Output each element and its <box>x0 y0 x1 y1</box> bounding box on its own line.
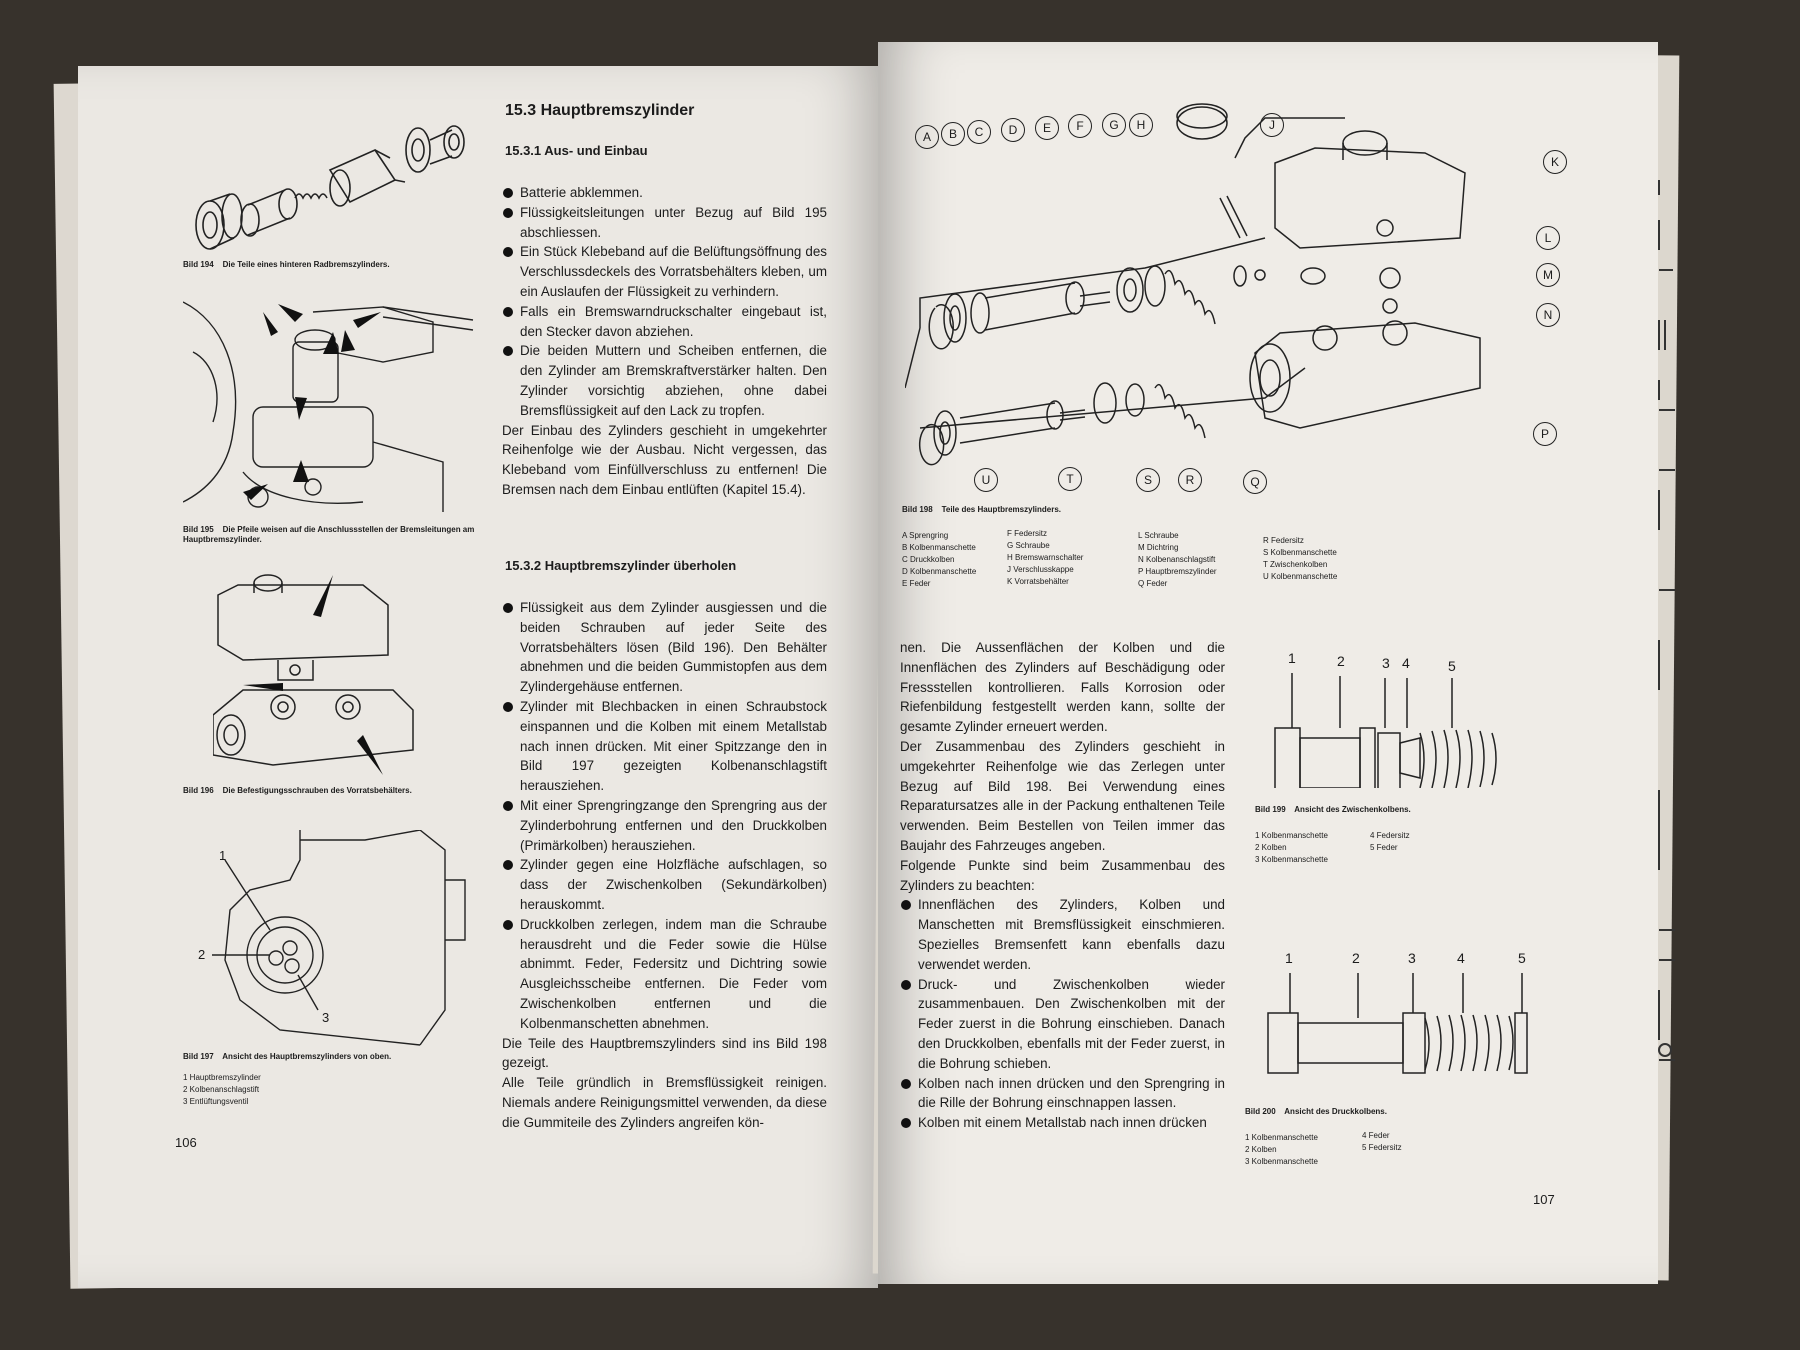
bullet-item: Ein Stück Klebeband auf die Belüftungsöffnung des Verschlussdeckels des Vorratsbehälters kleben, um ein Auslaufen der Flüssigkeit zu verhindern. <box>502 242 827 301</box>
callout-letter: N <box>1536 303 1560 327</box>
callout-letter: K <box>1543 150 1567 174</box>
bullet-item: Druckkolben zerlegen, indem man die Schraube herausdreht und die Feder sowie die Hülse abnimmt. Feder, Federsitz und Dichtring sowie Ausgleichsscheibe entfernen. Die Feder vom Zwischenkolben entfernen und die Kolbenmanschetten abnehmen. <box>502 915 827 1034</box>
legend-item: H Bremswarnschalter <box>1007 553 1084 562</box>
callout-letter: E <box>1035 116 1059 140</box>
legend-item: N Kolbenanschlagstift <box>1138 555 1216 564</box>
paragraph: Folgende Punkte sind beim Zusammenbau des Zylinders zu beachten: <box>900 857 1225 893</box>
figure-200-legend-col-2 <box>1362 1130 1402 1154</box>
figure-199-legend-col-2 <box>1370 830 1410 854</box>
legend-item: B Kolbenmanschette <box>902 543 976 552</box>
figure-198-caption-text: Teile des Hauptbremszylinders. <box>941 505 1062 514</box>
figure-196-caption-text: Die Befestigungsschrauben des Vorratsbehälters. <box>222 786 412 795</box>
bullet-item: Kolben mit einem Metallstab nach innen drücken <box>900 1113 1225 1133</box>
paragraph: Der Zusammenbau des Zylinders geschieht in umgekehrter Reihenfolge wie das Zerlegen unter Bezug auf Bild 198. Bei Verwendung eines Reparatursatzes alle in der Packung enthaltenen Teile verwenden. Beim Bestellen von Teilen immer das Baujahr des Fahrzeuges angeben. <box>900 738 1225 853</box>
legend-item: E Feder <box>902 579 931 588</box>
figure-197-callout-1: 1 <box>219 848 227 863</box>
legend-item: S Kolbenmanschette <box>1263 548 1337 557</box>
bullet-item: Innenflächen des Zylinders, Kolben und Manschetten mit Bremsflüssigkeit einschmieren. Spezielles Bremsenfett kann ebenfalls dazu verwendet werden. <box>900 895 1225 974</box>
subsection-1-title: 15.3.1 Aus- und Einbau <box>505 143 648 158</box>
figure-199-callout: 4 <box>1402 655 1410 671</box>
figure-200-callout: 3 <box>1408 950 1416 966</box>
legend-item: 2 Kolben <box>1255 843 1287 852</box>
legend-item: 1 Hauptbremszylinder <box>183 1073 261 1082</box>
bullet-item: Batterie abklemmen. <box>502 183 827 203</box>
figure-198-legend-col-4 <box>1263 535 1337 583</box>
legend-item: 4 Feder <box>1362 1131 1390 1140</box>
subsection-2-text <box>502 598 827 1133</box>
callout-letter: T <box>1058 467 1082 491</box>
figure-200-caption <box>1245 1107 1387 1116</box>
figure-199-caption <box>1255 805 1411 814</box>
figure-194-wheel-cylinder-parts <box>190 110 480 260</box>
figure-197-caption-text: Ansicht des Hauptbremszylinders von oben. <box>222 1052 392 1061</box>
legend-item: C Druckkolben <box>902 555 955 564</box>
callout-letter: C <box>967 120 991 144</box>
right-page-number: 107 <box>1533 1192 1555 1207</box>
figure-195-caption-text: Die Pfeile weisen auf die Anschlussstellen der Bremsleitungen am Hauptbremszylinder. <box>183 525 475 544</box>
figure-195-caption <box>183 525 478 545</box>
figure-199-caption-text: Ansicht des Zwischenkolbens. <box>1294 805 1411 814</box>
figure-200-callout: 1 <box>1285 950 1293 966</box>
legend-item: T Zwischenkolben <box>1263 560 1328 569</box>
figure-199-callout: 3 <box>1382 655 1390 671</box>
figure-199-callout: 1 <box>1288 650 1296 666</box>
callout-letter: S <box>1136 468 1160 492</box>
callout-letter: F <box>1068 114 1092 138</box>
figure-194-caption <box>183 260 390 269</box>
left-page-number: 106 <box>175 1135 197 1150</box>
legend-item: 3 Kolbenmanschette <box>1255 855 1328 864</box>
bullet-item: Flüssigkeitsleitungen unter Bezug auf Bild 195 abschliessen. <box>502 203 827 243</box>
legend-item: L Schraube <box>1138 531 1179 540</box>
figure-196-caption <box>183 786 412 795</box>
callout-letter: M <box>1536 263 1560 287</box>
legend-item: A Sprengring <box>902 531 949 540</box>
figure-197-legend <box>183 1072 261 1108</box>
legend-item: F Federsitz <box>1007 529 1048 538</box>
figure-197-cylinder-top-view <box>190 830 470 1050</box>
figure-194-caption-text: Die Teile eines hinteren Radbremszylinders. <box>222 260 390 269</box>
figure-198-legend-col-1 <box>902 530 976 590</box>
callout-letter: R <box>1178 468 1202 492</box>
bullet-item: Kolben nach innen drücken und den Sprengring in die Rille der Bohrung einschnappen lassen. <box>900 1074 1225 1114</box>
callout-letter: A <box>915 125 939 149</box>
legend-item: 3 Entlüftungsventil <box>183 1097 249 1106</box>
legend-item: P Hauptbremszylinder <box>1138 567 1217 576</box>
callout-letter: P <box>1533 422 1557 446</box>
callout-letter: L <box>1536 226 1560 250</box>
figure-198-legend-col-2 <box>1007 528 1083 588</box>
callout-letter: J <box>1260 113 1284 137</box>
figure-198-letter-row-top <box>915 118 1345 148</box>
legend-item: 4 Federsitz <box>1370 831 1410 840</box>
legend-item: K Vorratsbehälter <box>1007 577 1069 586</box>
bullet-item: Falls ein Bremswarndruckschalter eingebaut ist, den Stecker davon abziehen. <box>502 302 827 342</box>
legend-item: R Federsitz <box>1263 536 1304 545</box>
legend-item: 2 Kolben <box>1245 1145 1277 1154</box>
bullet-item: Flüssigkeit aus dem Zylinder ausgiessen und die beiden Schrauben auf jeder Seite des Vorratsbehälters lösen (Bild 196). Den Behälter abnehmen und die beiden Gummistopfen aus dem Zylindergehäuse entfernen. <box>502 598 827 697</box>
figure-196-reservoir-screws <box>213 565 423 780</box>
paragraph: nen. Die Aussenflächen der Kolben und die Innenflächen des Zylinders auf Beschädigung oder Fressstellen kontrollieren. Falls Korrosion oder Riefenbildung festgestellt werden kann, sollte der gesamte Zylinder erneuert werden. <box>900 640 1225 735</box>
legend-item: D Kolbenmanschette <box>902 567 977 576</box>
paragraph: Der Einbau des Zylinders geschieht in umgekehrter Reihenfolge wie der Ausbau. Nicht vergessen, das Klebeband vom Einfüllverschluss zu entfernen! Die Bremsen nach dem Einbau entlüften (Kapitel 15.4). <box>502 422 827 497</box>
bullet-item: Zylinder mit Blechbacken in einen Schraubstock einspannen und die Kolben mit einem Metallstab nach innen drücken. Mit einer Spitzzange den in Bild 197 gezeigten Kolbenanschlagstift herausziehen. <box>502 697 827 796</box>
subsection-1-text <box>502 183 827 500</box>
legend-item: M Dichtring <box>1138 543 1179 552</box>
bullet-item: Zylinder gegen eine Holzfläche aufschlagen, so dass der Zwischenkolben (Sekundärkolben) herauskommt. <box>502 855 827 914</box>
legend-item: G Schraube <box>1007 541 1050 550</box>
figure-200-caption-text: Ansicht des Druckkolbens. <box>1284 1107 1387 1116</box>
legend-item: 2 Kolbenanschlagstift <box>183 1085 260 1094</box>
callout-letter: B <box>941 122 965 146</box>
figure-200-label: Bild 200 <box>1245 1107 1276 1116</box>
figure-199-label: Bild 199 <box>1255 805 1286 814</box>
bullet-item: Druck- und Zwischenkolben wieder zusammenbauen. Den Zwischenkolben mit der Feder zuerst in die Bohrung einschieben. Danach den Druckkolben, ebenfalls mit der Feder zuerst, in die Bohrung schieben. <box>900 975 1225 1074</box>
figure-200-callout: 2 <box>1352 950 1360 966</box>
legend-item: 5 Federsitz <box>1362 1143 1402 1152</box>
figure-200-legend-col-1 <box>1245 1132 1318 1168</box>
callout-letter: H <box>1129 113 1153 137</box>
legend-item: U Kolbenmanschette <box>1263 572 1338 581</box>
figure-195-label: Bild 195 <box>183 525 214 534</box>
figure-199-legend-col-1 <box>1255 830 1328 866</box>
figure-195-brake-line-connections <box>183 292 478 517</box>
figure-199-callout: 5 <box>1448 658 1456 674</box>
legend-item: Q Feder <box>1138 579 1168 588</box>
page-edge-bleed-marks <box>1655 170 1681 1120</box>
figure-196-label: Bild 196 <box>183 786 214 795</box>
legend-item: J Verschlusskappe <box>1007 565 1074 574</box>
legend-item: 1 Kolbenmanschette <box>1255 831 1328 840</box>
callout-letter: G <box>1102 113 1126 137</box>
bullet-item: Die beiden Muttern und Scheiben entfernen, die den Zylinder am Bremskraftverstärker halten. Den Zylinder vorsichtig abziehen, ohne dabei Bremsflüssigkeit auf den Lack zu tropfen. <box>502 341 827 420</box>
figure-200-callout: 5 <box>1518 950 1526 966</box>
legend-item: 1 Kolbenmanschette <box>1245 1133 1318 1142</box>
callout-letter: D <box>1001 118 1025 142</box>
callout-letter: U <box>974 468 998 492</box>
section-title: 15.3 Hauptbremszylinder <box>505 102 695 119</box>
bullet-item: Mit einer Sprengringzange den Sprengring aus der Zylinderbohrung entfernen und den Druckkolben (Primärkolben) herausziehen. <box>502 796 827 855</box>
right-page-text <box>900 638 1225 1133</box>
figure-194-label: Bild 194 <box>183 260 214 269</box>
figure-198-legend-col-3 <box>1138 530 1217 590</box>
figure-199-callout: 2 <box>1337 653 1345 669</box>
callout-letter: Q <box>1243 470 1267 494</box>
figure-198-caption <box>902 505 1061 514</box>
legend-item: 5 Feder <box>1370 843 1398 852</box>
paragraph: Alle Teile gründlich in Bremsflüssigkeit reinigen. Niemals andere Reinigungsmittel verwenden, da diese die Gummiteile des Zylinders angreifen kön- <box>502 1075 827 1130</box>
figure-200-callout: 4 <box>1457 950 1465 966</box>
figure-197-caption <box>183 1052 391 1061</box>
figure-198-exploded-master-cylinder <box>905 98 1595 498</box>
paragraph: Die Teile des Hauptbremszylinders sind ins Bild 198 gezeigt. <box>502 1035 827 1071</box>
figure-197-callout-2: 2 <box>198 947 206 962</box>
legend-item: 3 Kolbenmanschette <box>1245 1157 1318 1166</box>
figure-197-callout-3: 3 <box>322 1010 330 1025</box>
subsection-2-title: 15.3.2 Hauptbremszylinder überholen <box>505 558 737 573</box>
figure-198-label: Bild 198 <box>902 505 933 514</box>
figure-197-label: Bild 197 <box>183 1052 214 1061</box>
